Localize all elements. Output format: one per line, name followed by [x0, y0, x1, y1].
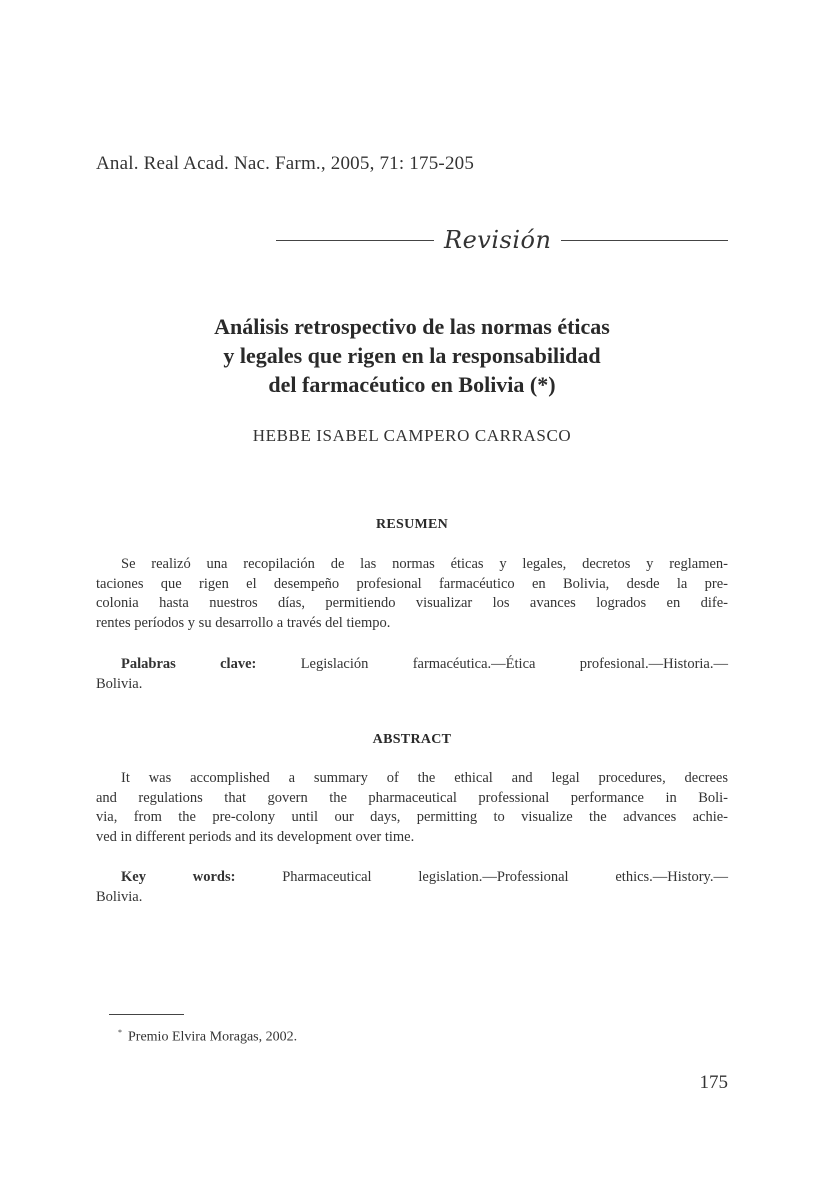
resumen-line: Se realizó una recopilación de las normas éticas y legales, decretos y reglamen- — [121, 556, 728, 572]
key-words-text: Pharmaceutical legislation.—Professional ethics.—History.— — [282, 869, 728, 885]
abstract-line: It was accomplished a summary of the ethical and legal procedures, decrees — [121, 770, 728, 786]
article-title — [80, 312, 744, 399]
key-words-label: Key words: — [121, 869, 236, 885]
section-header — [276, 226, 728, 254]
title-line: y legales que rigen en la responsabilidad — [223, 343, 601, 368]
footnote-marker: * — [118, 1028, 122, 1037]
key-words-line — [96, 868, 728, 888]
page-number: 175 — [699, 1072, 728, 1093]
resumen-line: taciones que rigen el desempeño profesional farmacéutico en Bolivia, desde la pre- — [96, 575, 728, 592]
resumen-heading: RESUMEN — [375, 517, 449, 532]
title-line: del farmacéutico en Bolivia (*) — [268, 372, 556, 397]
footnote-text: Premio Elvira Moragas, 2002. — [128, 1029, 298, 1045]
author-name: HEBBE ISABEL CAMPERO CARRASCO — [252, 426, 572, 445]
resumen-body — [96, 555, 728, 633]
section-label: Revisión — [444, 226, 552, 254]
palabras-clave-text: Legislación farmacéutica.—Ética profesional.—Historia.— — [300, 656, 728, 672]
abstract-line: and regulations that govern the pharmaceutical professional performance in Boli- — [96, 789, 728, 806]
title-line: Análisis retrospectivo de las normas éticas — [214, 314, 610, 339]
abstract-line: via, from the pre-colony until our days, permitting to visualize the advances achie- — [96, 809, 728, 825]
palabras-clave-line: Bolivia. — [96, 675, 143, 692]
key-words-line: Bolivia. — [96, 888, 143, 905]
abstract-heading: ABSTRACT — [372, 732, 452, 747]
abstract-line: ved in different periods and its development over time. — [96, 828, 415, 845]
section-rule-right — [561, 240, 728, 241]
palabras-clave-label: Palabras clave: — [121, 656, 257, 672]
footnote-rule — [109, 1014, 184, 1015]
resumen-line: rentes períodos y su desarrollo a través del tiempo. — [96, 614, 391, 631]
palabras-clave-line — [96, 655, 728, 675]
section-rule-left — [276, 240, 434, 241]
footnote — [118, 1028, 297, 1046]
key-words — [96, 868, 728, 907]
journal-reference: Anal. Real Acad. Nac. Farm., 2005, 71: 175-205 — [96, 153, 475, 174]
palabras-clave — [96, 655, 728, 694]
resumen-line: colonia hasta nuestros días, permitiendo visualizar los avances logrados en dife- — [96, 595, 728, 611]
abstract-body — [96, 769, 728, 847]
